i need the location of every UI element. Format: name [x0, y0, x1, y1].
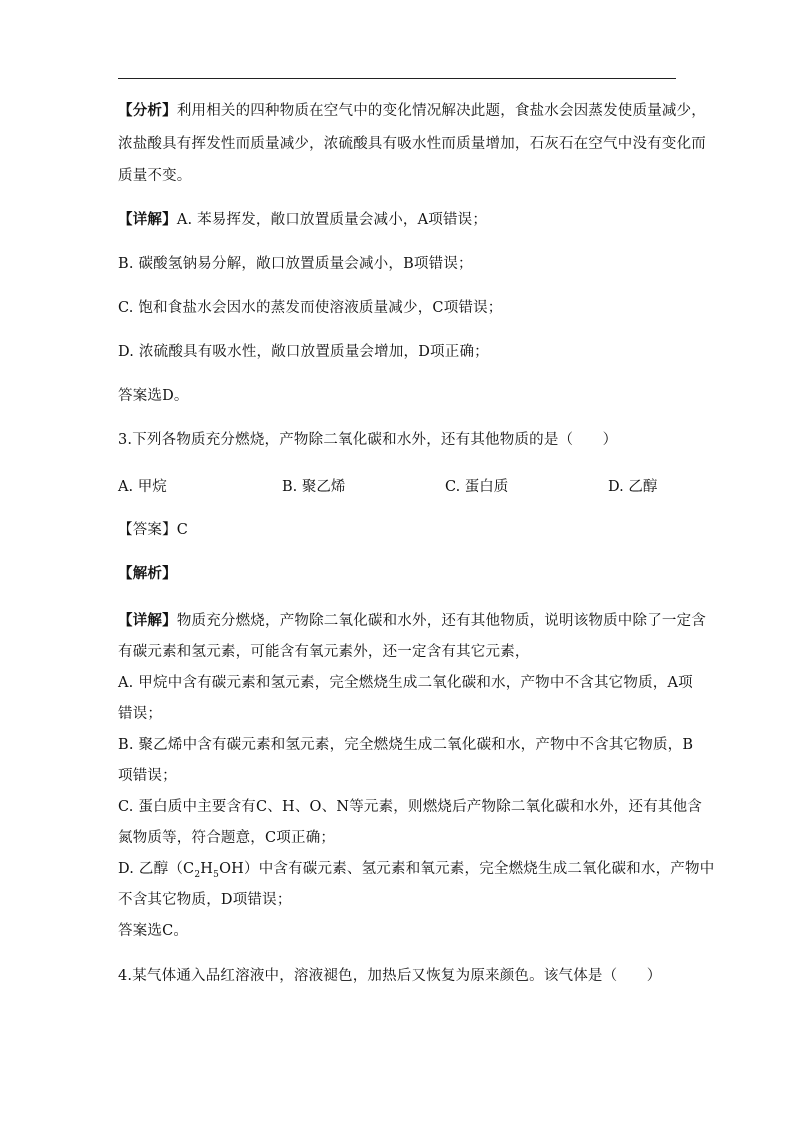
- q3-a-line-2: 错误；: [118, 706, 163, 722]
- q3-option-c: C. 蛋白质: [445, 479, 509, 495]
- q3-b-line-1: B. 聚乙烯中含有碳元素和氢元素，完全燃烧生成二氧化碳和水，产物中不含其它物质，B: [118, 737, 694, 753]
- q4-stem: 4.某气体通入品红溶液中，溶液褪色，加热后又恢复为原来颜色。该气体是（ ）: [118, 968, 662, 984]
- detail-line-a: [118, 210, 487, 230]
- q3-d-sub-1: 2: [194, 869, 201, 880]
- q3-option-b: B. 聚乙烯: [282, 479, 346, 495]
- detail-option-a: A. 苯易挥发，敞口放置质量会减小，A项错误；: [176, 212, 488, 228]
- header-rule: [118, 78, 676, 79]
- q3-c-line-2: 氮物质等，符合题意，C项正确；: [118, 830, 336, 846]
- q3-d-mid: H: [200, 861, 214, 877]
- q3-option-d: D. 乙醇: [608, 479, 658, 495]
- q3-d-line-2: 不含其它物质，D项错误；: [118, 892, 292, 908]
- q3-option-a: A. 甲烷: [118, 479, 167, 495]
- q3-stem: 3.下列各物质充分燃烧，产物除二氧化碳和水外，还有其他物质的是（ ）: [118, 432, 618, 448]
- q3-d-prefix: D. 乙醇（C: [118, 861, 195, 877]
- q3-final-answer: 答案选C。: [118, 923, 189, 939]
- q3-d-suffix: OH）中含有碳元素、氢元素和氧元素，完全燃烧生成二氧化碳和水，产物中: [219, 861, 715, 877]
- detail-answer: 答案选D。: [118, 388, 189, 404]
- q3-d-sub-2: 5: [213, 869, 220, 880]
- analysis-line-2: 浓盐酸具有挥发性而质量减少，浓硫酸具有吸水性而质量增加，石灰石在空气中没有变化而: [118, 136, 706, 152]
- q3-analysis-tag: 【解析】: [118, 565, 177, 582]
- detail-line-c: C. 饱和食盐水会因水的蒸发而使溶液质量减少，C项错误；: [118, 300, 503, 316]
- detail-tag: 【详解】: [118, 211, 177, 228]
- q3-detail-line-2: 有碳元素和氢元素，可能含有氧元素外，还一定含有其它元素，: [118, 644, 530, 660]
- q3-detail-tag: 【详解】: [118, 612, 177, 629]
- q3-detail-text-1: 物质充分燃烧，产物除二氧化碳和水外，还有其他物质，说明该物质中除了一定含: [176, 613, 707, 629]
- analysis-text-1: 利用相关的四种物质在空气中的变化情况解决此题，食盐水会因蒸发使质量减少，: [176, 103, 707, 119]
- analysis-line-3: 质量不变。: [118, 168, 192, 184]
- analysis-tag: 【分析】: [118, 102, 177, 119]
- detail-line-d: D. 浓硫酸具有吸水性，敞口放置质量会增加，D项正确；: [118, 344, 489, 360]
- q3-d-line-1: [118, 859, 714, 879]
- q3-c-line-1: C. 蛋白质中主要含有C、H、O、N等元素，则燃烧后产物除二氧化碳和水外，还有其他含: [118, 799, 703, 815]
- q3-b-line-2: 项错误；: [118, 768, 177, 784]
- detail-line-b: B. 碳酸氢钠易分解，敞口放置质量会减小，B项错误；: [118, 256, 473, 272]
- q3-detail-line-1: [118, 611, 706, 631]
- q3-answer: 【答案】C: [118, 522, 189, 538]
- q3-a-line-1: A. 甲烷中含有碳元素和氢元素，完全燃烧生成二氧化碳和水，产物中不含其它物质，A项: [118, 675, 693, 691]
- analysis-line-1: [118, 101, 706, 121]
